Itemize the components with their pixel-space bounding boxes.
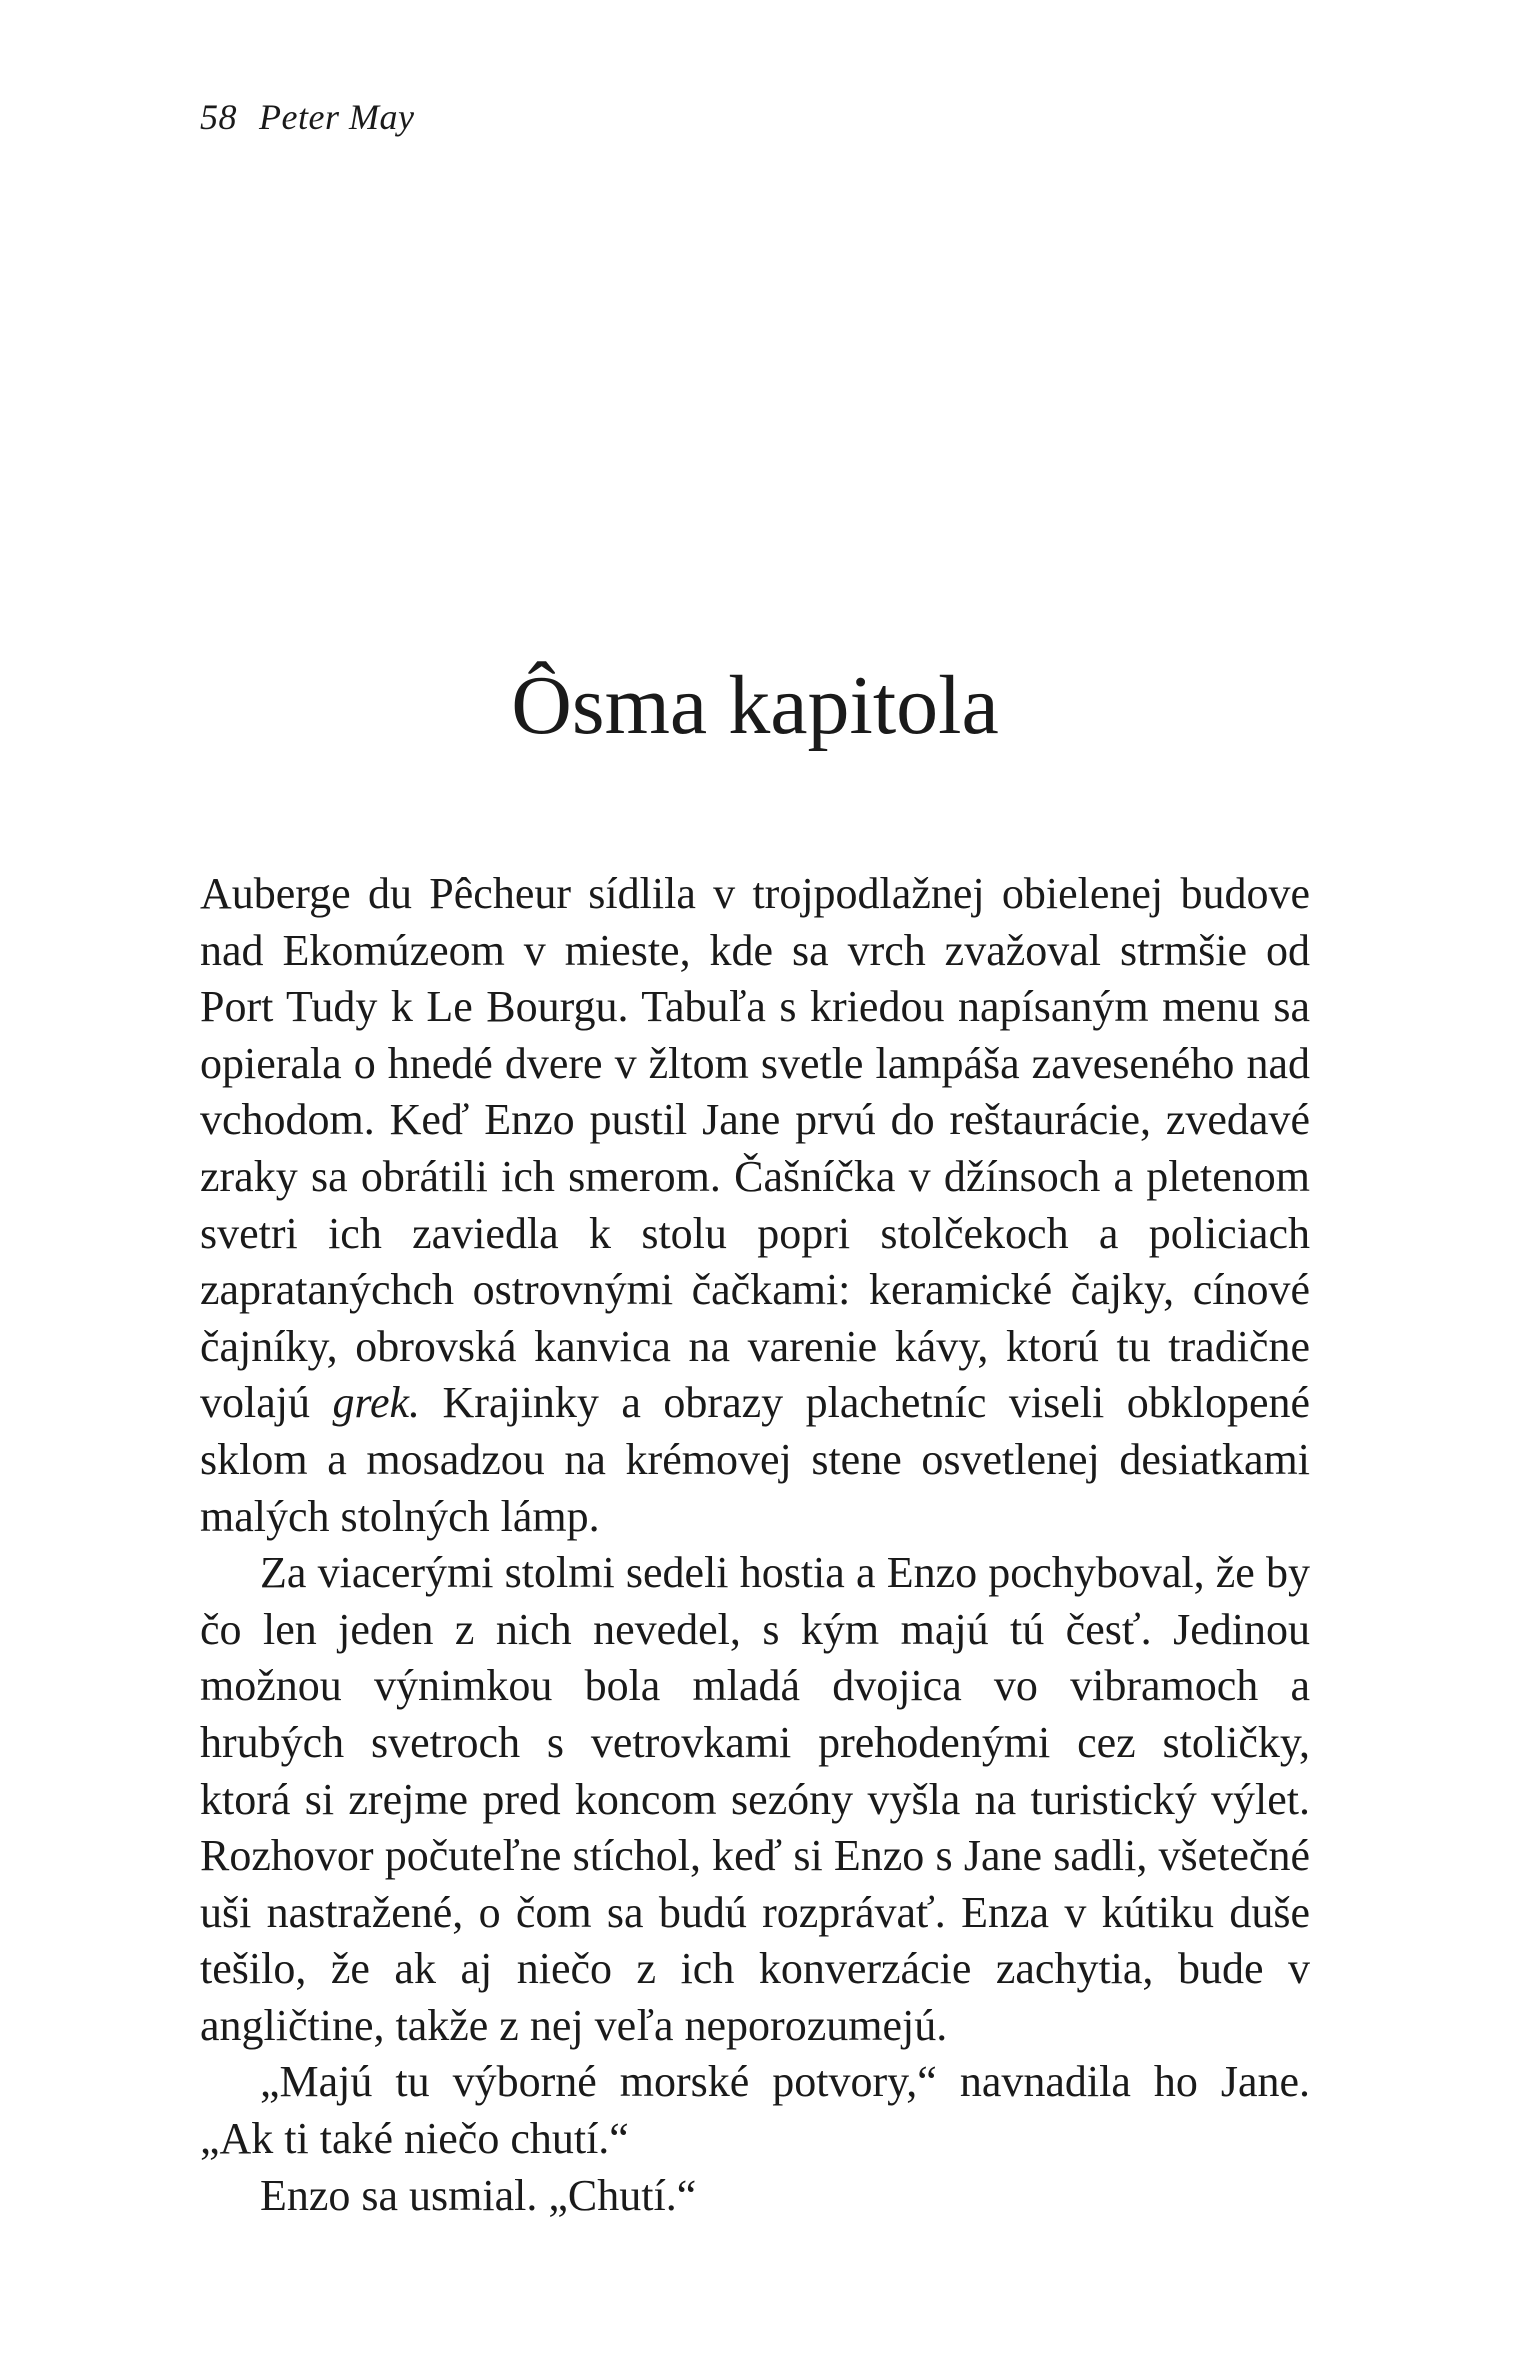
paragraph-1-text-end: Krajinky a obrazy plachetníc viseli obklopené sklom a mosadzou na krémovej stene osvetlenej desiatkami malých stolných lámp. <box>200 1378 1310 1541</box>
paragraph-4: Enzo sa usmial. „Chutí.“ <box>260 2170 697 2220</box>
paragraph-2: Za viacerými stolmi sedeli hostia a Enzo pochyboval, že by čo len jeden z nich nevedel, s kým majú tú česť. Jedinou možnou výnimkou bola mladá dvojica vo vibramoch a hrubých svetroch s vetrovkami prehodenými cez stoličky, ktorá si zrejme pred koncom sezóny vyšla na turistický výlet. Rozhovor počuteľne stíchol, keď si Enzo s Jane sadli, všetečné uši nastražené, o čom sa budú rozprávať. Enza v kútiku duše tešilo, že ak aj niečo z ich konverzácie zachytia, bude v angličtine, takže z nej veľa neporozumejú. <box>200 1548 1310 2050</box>
running-head-author: Peter May <box>259 97 415 137</box>
chapter-title: Ôsma kapitola <box>511 659 999 752</box>
paragraph-3: „Majú tu výborné morské potvory,“ navnadila ho Jane. „Ak ti také niečo chutí.“ <box>200 2057 1310 2164</box>
paragraph-1-italic-term: grek. <box>332 1378 421 1428</box>
page-number: 58 <box>200 97 237 137</box>
body-text <box>200 866 1310 2224</box>
running-head <box>200 96 414 138</box>
paragraph-1-text: Auberge du Pêcheur sídlila v trojpodlažnej obielenej budove nad Ekomúzeom v mieste, kde sa vrch zvažoval strmšie od Port Tudy k Le Bourgu. Tabuľa s kriedou napísaným menu sa opierala o hnedé dvere v žltom svetle lampáša zaveseného nad vchodom. Keď Enzo pustil Jane prvú do reštaurácie, zvedavé zraky sa obrátili ich smerom. Čašníčka v džínsoch a pletenom svetri ich zaviedla k stolu popri stolčekoch a policiach zapratanýchch ostrovnými čačkami: keramické čajky, cínové čajníky, obrovská kanvica na varenie kávy, ktorú tu tradične volajú <box>200 869 1310 1428</box>
paragraph-1 <box>200 866 1310 1545</box>
